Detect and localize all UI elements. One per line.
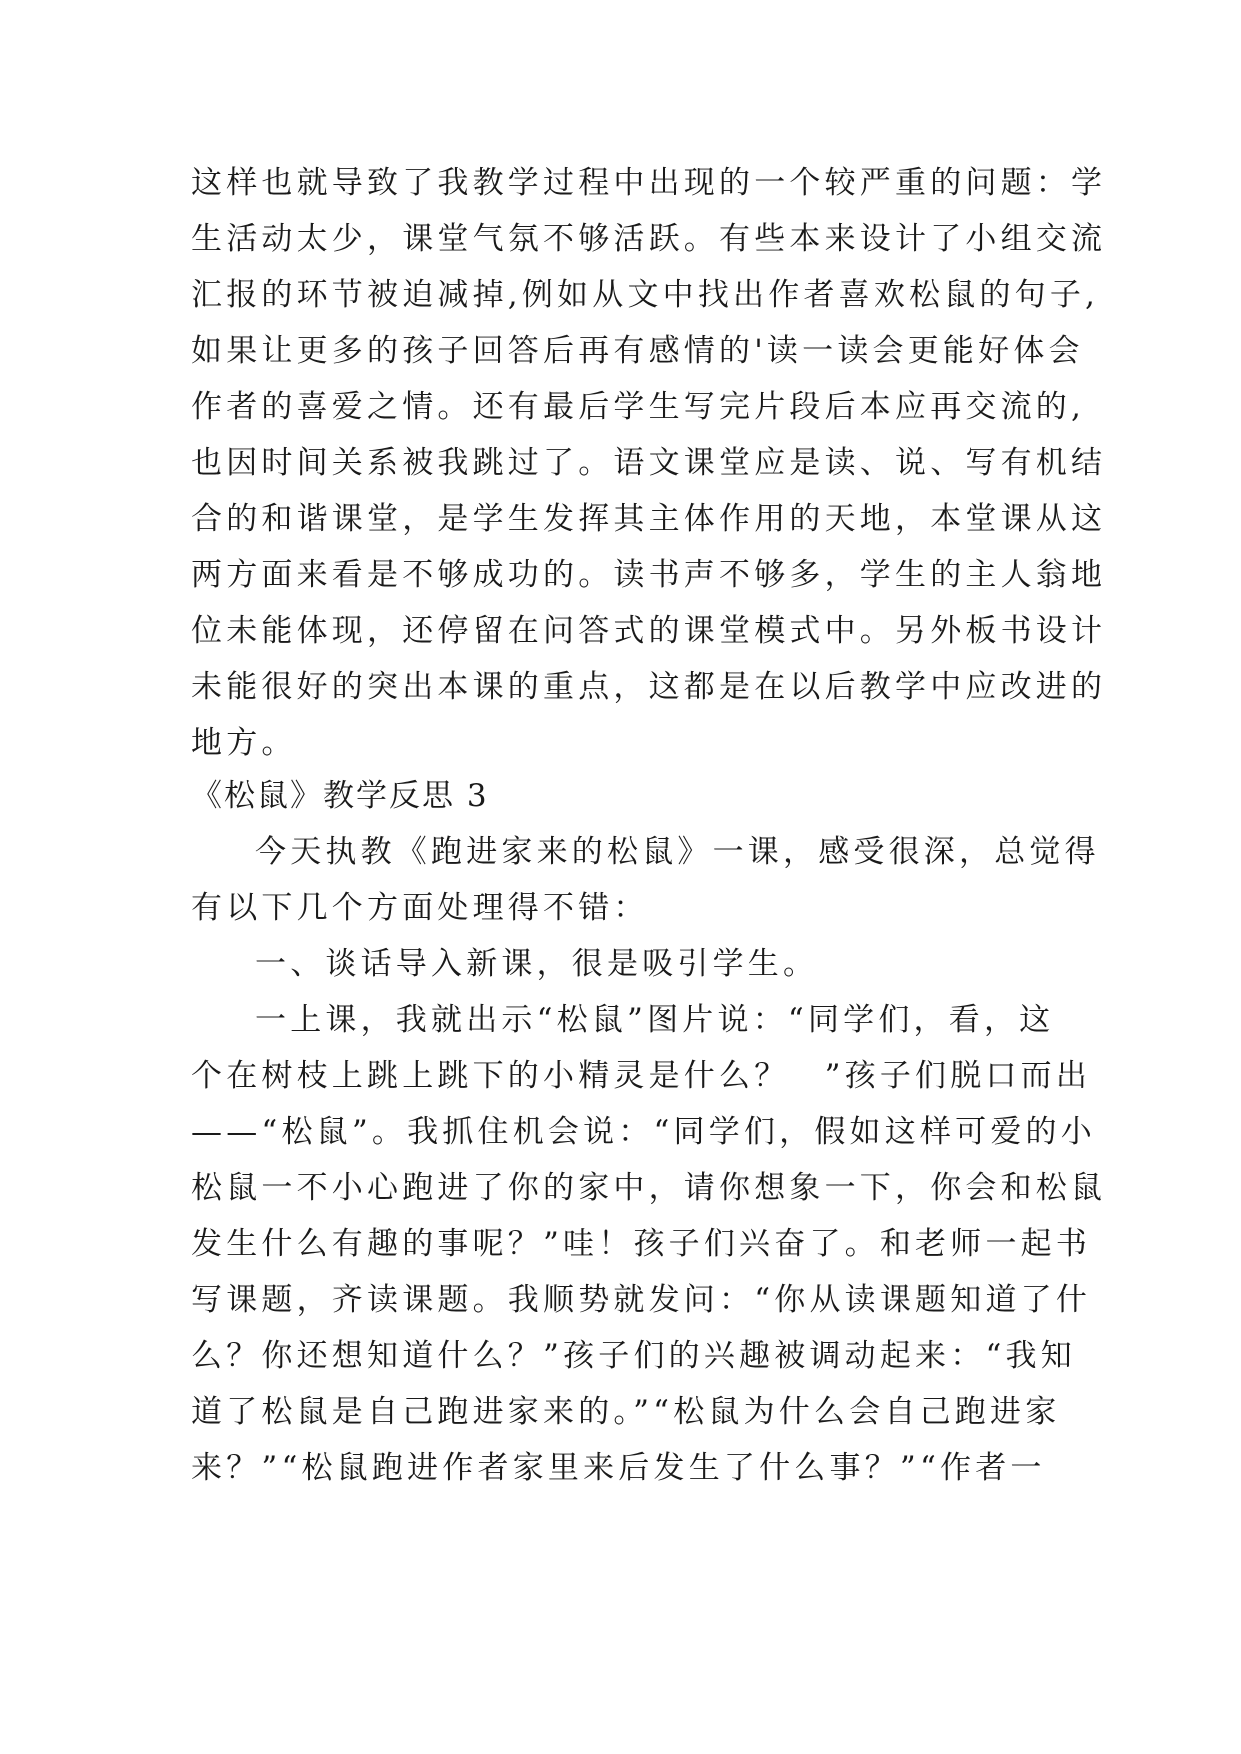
body-text-line: 合的和谐课堂，是学生发挥其主体作用的天地，本堂课从这 bbox=[191, 501, 1107, 537]
body-text-line: 生活动太少，课堂气氛不够活跃。有些本来设计了小组交流 bbox=[191, 221, 1107, 257]
body-text-line: 两方面来看是不够成功的。读书声不够多，学生的主人翁地 bbox=[191, 557, 1107, 593]
body-text-line: 松鼠一不小心跑进了你的家中，请你想象一下，你会和松鼠 bbox=[191, 1170, 1107, 1206]
body-text-line: ——“松鼠”。我抓住机会说：“同学们，假如这样可爱的小 bbox=[191, 1114, 1096, 1150]
body-text-line: 写课题，齐读课题。我顺势就发问：“你从读课题知道了什 bbox=[191, 1282, 1092, 1318]
body-text-line: 有以下几个方面处理得不错： bbox=[191, 890, 649, 926]
body-text-line: 位未能体现，还停留在问答式的课堂模式中。另外板书设计 bbox=[191, 613, 1107, 649]
body-text-line: 也因时间关系被我跳过了。语文课堂应是读、说、写有机结 bbox=[191, 445, 1107, 481]
section-heading: 《松鼠》教学反思 3 bbox=[191, 778, 489, 814]
body-text-line: 发生什么有趣的事呢？”哇！孩子们兴奋了。和老师一起书 bbox=[191, 1226, 1092, 1262]
body-text-line: 道了松鼠是自己跑进家来的。”“松鼠为什么会自己跑进家 bbox=[191, 1394, 1061, 1430]
body-text-line: 来？”“松鼠跑进作者家里来后发生了什么事？”“作者一 bbox=[191, 1450, 1046, 1486]
body-text-line: 未能很好的突出本课的重点，这都是在以后教学中应改进的 bbox=[191, 669, 1107, 705]
paragraph-first-line: 一上课，我就出示“松鼠”图片说：“同学们，看，这 bbox=[255, 1002, 1055, 1038]
body-text-line: 汇报的环节被迫减掉,例如从文中找出作者喜欢松鼠的句子, bbox=[191, 277, 1100, 313]
body-text-line: 个在树枝上跳上跳下的小精灵是什么？ ”孩子们脱口而出 bbox=[191, 1058, 1092, 1094]
body-text-line: 作者的喜爱之情。还有最后学生写完片段后本应再交流的, bbox=[191, 389, 1086, 425]
body-text-line: 地方。 bbox=[191, 725, 297, 761]
paragraph-first-line: 今天执教《跑进家来的松鼠》一课，感受很深，总觉得 bbox=[255, 834, 1100, 870]
paragraph-first-line: 一、谈话导入新课，很是吸引学生。 bbox=[255, 946, 819, 982]
body-text-line: 这样也就导致了我教学过程中出现的一个较严重的问题：学 bbox=[191, 165, 1107, 201]
body-text-line: 如果让更多的孩子回答后再有感情的'读一读会更能好体会 bbox=[191, 333, 1084, 369]
body-text-line: 么？你还想知道什么？”孩子们的兴趣被调动起来：“我知 bbox=[191, 1338, 1076, 1374]
